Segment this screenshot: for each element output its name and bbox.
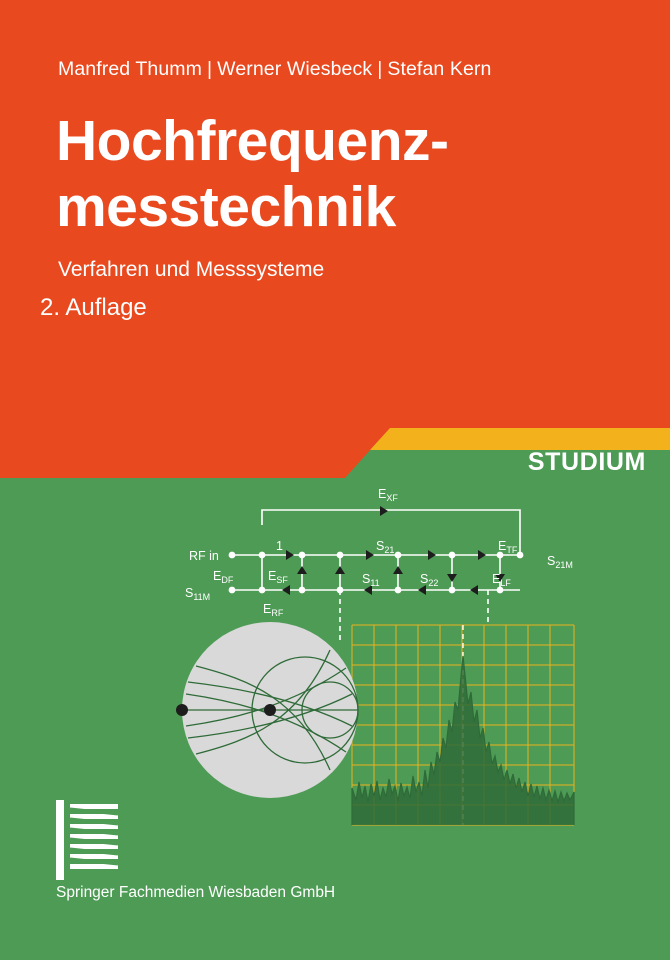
label-s21: $S_{21}$ xyxy=(376,539,395,555)
label-s11m: $S_{11M}$ xyxy=(185,586,211,602)
author-separator-1: | xyxy=(207,58,213,80)
label-esf: $E_{SF}$ xyxy=(268,569,288,585)
book-title xyxy=(56,108,656,240)
cover-accent-stripe xyxy=(345,428,670,450)
label-s21m: $S_{21M}$ xyxy=(547,554,573,570)
edition-statement: 2. Auflage xyxy=(40,294,147,321)
publisher-name: Springer Fachmedien Wiesbaden GmbH xyxy=(56,884,336,901)
label-rf-in: RF in xyxy=(189,549,219,563)
spectrum-display xyxy=(352,625,574,825)
signal-flow-labels xyxy=(185,487,573,618)
author-name-1: Manfred Thumm xyxy=(58,58,202,80)
author-name-2: Werner Wiesbeck xyxy=(217,58,373,80)
series-badge: STUDIUM xyxy=(527,448,646,476)
author-line xyxy=(58,58,618,81)
smith-chart xyxy=(176,622,358,798)
label-one: 1 xyxy=(276,539,283,553)
label-s11: $S_{11}$ xyxy=(362,572,380,588)
book-title-line-2: messtechnik xyxy=(56,175,396,240)
label-erf: $E_{RF}$ xyxy=(263,602,284,618)
author-separator-2: | xyxy=(377,58,383,80)
author-name-3: Stefan Kern xyxy=(387,58,492,80)
label-exf: $E_{XF}$ xyxy=(378,487,398,503)
label-etf: $E_{TF}$ xyxy=(498,539,518,555)
book-subtitle: Verfahren und Messsysteme xyxy=(58,258,325,281)
springer-vieweg-logo xyxy=(56,800,126,880)
smith-chart-center-point xyxy=(264,704,276,716)
book-title-line-1: Hochfrequenz- xyxy=(56,109,449,173)
label-s22: $S_{22}$ xyxy=(420,572,439,588)
label-elf: $E_{LF}$ xyxy=(492,572,511,588)
smith-chart-origin-point xyxy=(176,704,188,716)
label-edf: $E_{DF}$ xyxy=(213,569,234,585)
